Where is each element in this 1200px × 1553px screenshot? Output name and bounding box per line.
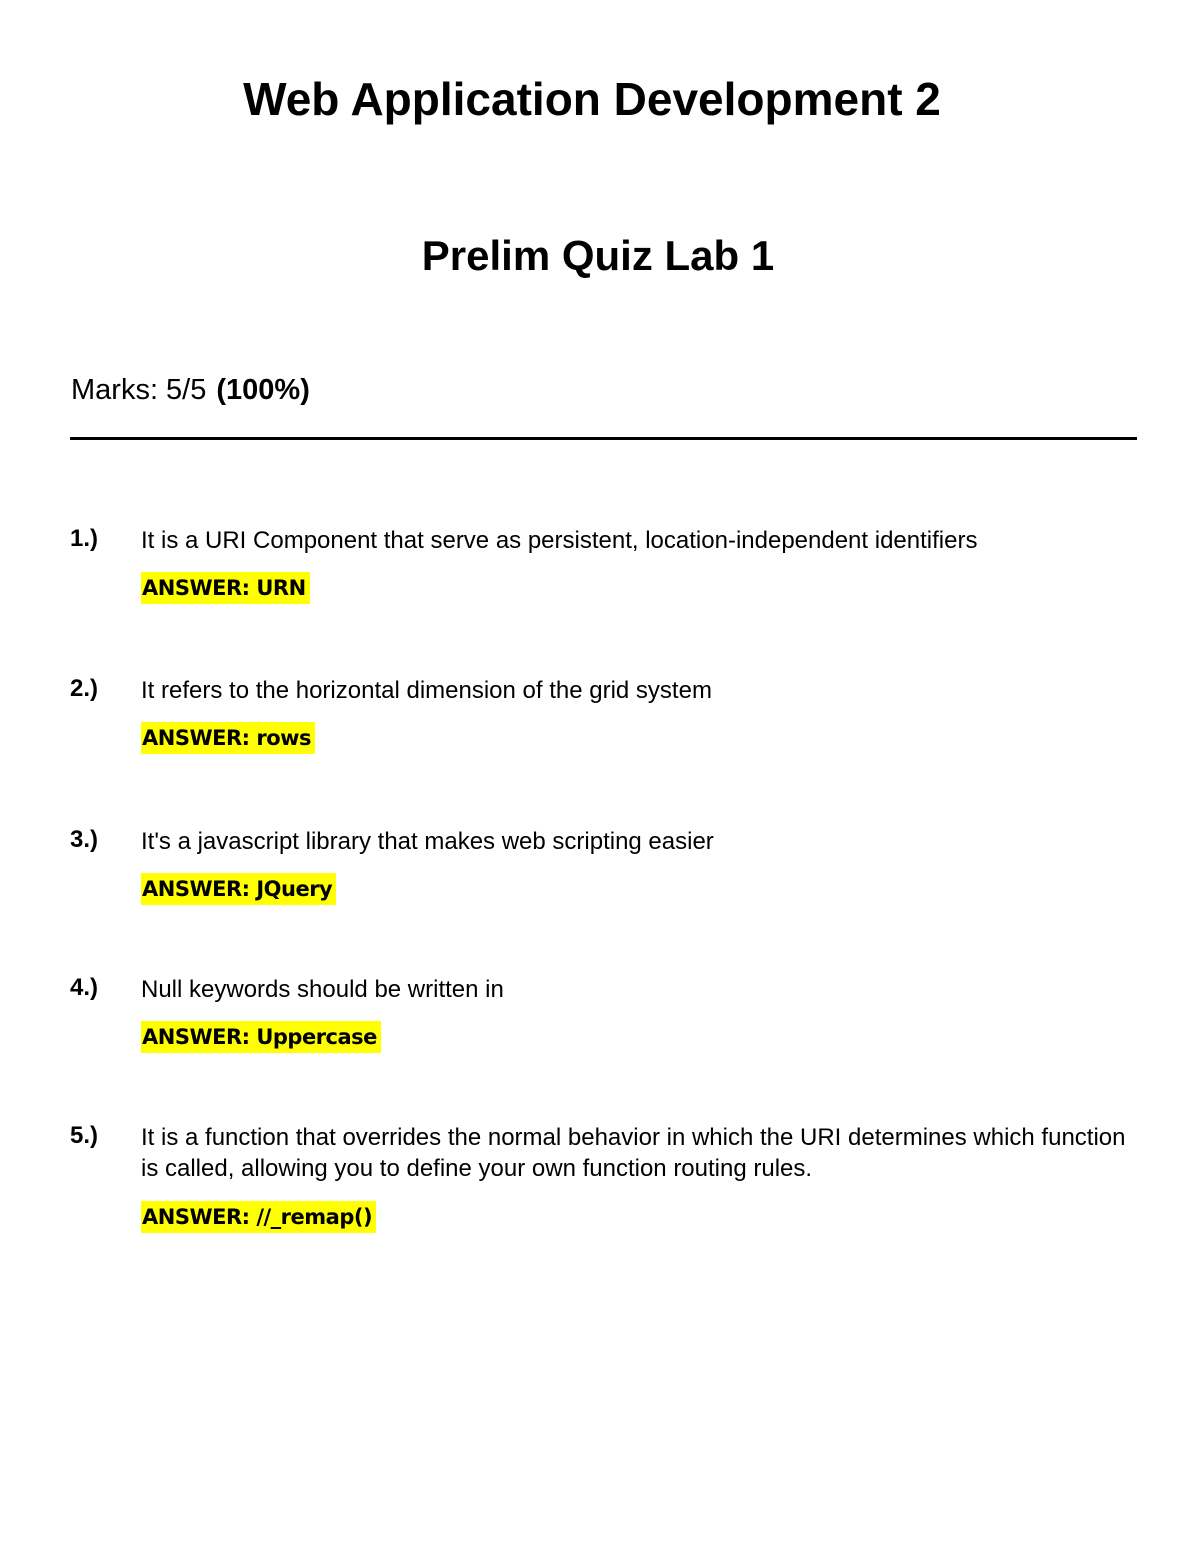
marks-score: Marks: 5/5 xyxy=(71,374,207,406)
question-text: It is a function that overrides the normal behavior in which the URI determines which function is called, allowing you to define your own function routing rules. xyxy=(141,1124,1126,1182)
document-subtitle: Prelim Quiz Lab 1 xyxy=(421,232,775,279)
answer-highlight: ANSWER: Uppercase xyxy=(141,1021,381,1053)
question-number: 3.) xyxy=(70,826,99,853)
marks-percent: (100%) xyxy=(216,374,310,406)
question-text: Null keywords should be written in xyxy=(141,976,504,1003)
answer-highlight: ANSWER: URN xyxy=(141,572,310,604)
question-number: 1.) xyxy=(70,525,99,552)
question-number: 2.) xyxy=(70,675,99,702)
question-text: It refers to the horizontal dimension of the grid system xyxy=(141,677,712,704)
marks-line xyxy=(71,374,310,407)
document-title: Web Application Development 2 xyxy=(243,73,941,125)
answer-highlight: ANSWER: rows xyxy=(141,722,315,754)
question-text: It's a javascript library that makes web scripting easier xyxy=(141,828,714,855)
divider xyxy=(70,437,1137,440)
answer-highlight: ANSWER: JQuery xyxy=(141,873,336,905)
answer-highlight: ANSWER: //_remap() xyxy=(141,1201,376,1233)
question-number: 5.) xyxy=(70,1122,99,1149)
question-number: 4.) xyxy=(70,974,99,1001)
question-text: It is a URI Component that serve as persistent, location-independent identifiers xyxy=(141,527,978,554)
